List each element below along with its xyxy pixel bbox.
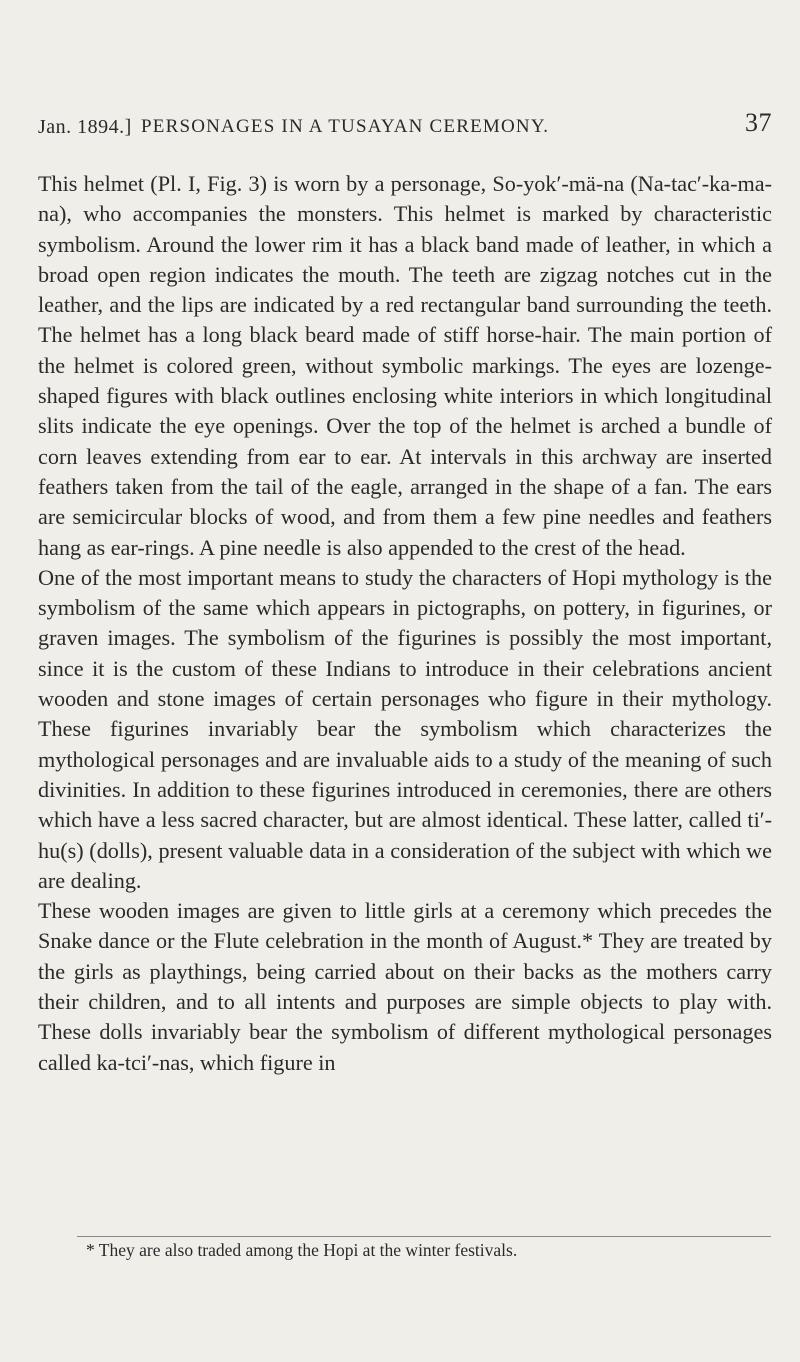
header-date: Jan. 1894.] (38, 116, 132, 138)
body-text (38, 169, 772, 1078)
page-number: 37 (745, 108, 772, 137)
header-title: PERSONAGES IN A TUSAYAN CEREMONY. (141, 116, 550, 137)
paragraph: These wooden images are given to little girls at a ceremony which precedes the Snake dance or the Flute celebration in the month of August.* They are treated by the girls as playthings, being carried about on their backs as the mothers carry their children, and to all intents and purposes are simple objects to play with. These dolls invariably bear the symbolism of different mythological personages called ka-tci′-nas, which figure in (38, 898, 772, 1075)
running-header (38, 108, 772, 142)
footnote-rule (77, 1236, 771, 1237)
footnote: * They are also traded among the Hopi at the winter festivals. (86, 1240, 518, 1260)
paragraph: This helmet (Pl. I, Fig. 3) is worn by a personage, So-yok′-mä-na (Na-tac′-ka-ma-na), who accompanies the monsters. This helmet is marked by characteristic symbolism. Around the lower rim it has a black band made of leather, in which a broad open region indicates the mouth. The teeth are zigzag notches cut in the leather, and the lips are indicated by a red rectangular band surrounding the teeth. The helmet has a long black beard made of stiff horse-hair. The main portion of the helmet is colored green, without symbolic markings. The eyes are lozenge-shaped figures with black outlines enclosing white interiors in which longitudinal slits indicate the eye openings. Over the top of the helmet is arched a bundle of corn leaves extending from ear to ear. At intervals in this archway are inserted feathers taken from the tail of the eagle, arranged in the shape of a fan. The ears are semicircular blocks of wood, and from them a few pine needles and feathers hang as ear-rings. A pine needle is also appended to the crest of the head. (38, 171, 772, 560)
paragraph: One of the most important means to study the characters of Hopi mythology is the symbolism of the same which appears in pictographs, on pottery, in figurines, or graven images. The symbolism of the figurines is possibly the most important, since it is the custom of these Indians to introduce in their celebrations ancient wooden and stone images of certain personages who figure in their mythology. These figurines invariably bear the symbolism which characterizes the mythological personages and are invaluable aids to a study of the meaning of such divinities. In addition to these figurines introduced in ceremonies, there are others which have a less sacred character, but are almost identical. These latter, called ti′-hu(s) (dolls), present valuable data in a consideration of the subject with which we are dealing. (38, 564, 772, 893)
